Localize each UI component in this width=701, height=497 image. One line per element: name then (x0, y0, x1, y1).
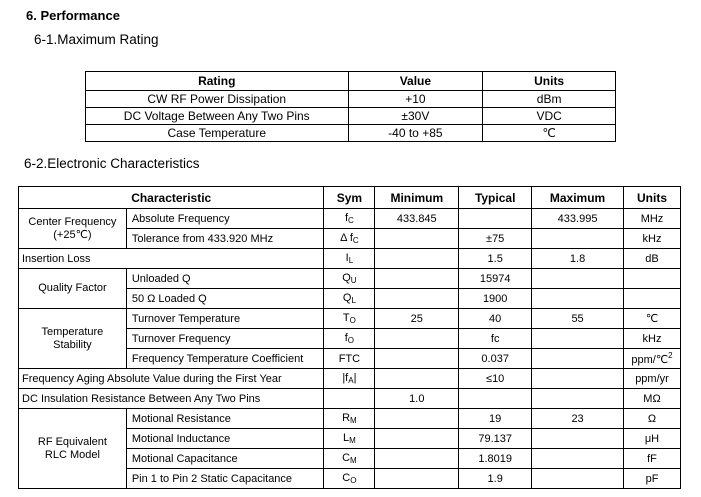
char-name: Unloaded Q (126, 269, 324, 289)
table-row (19, 209, 681, 229)
sym-cell (324, 349, 375, 369)
min-cell (375, 469, 459, 489)
max-cell (532, 449, 624, 469)
typ-cell (459, 209, 532, 229)
sym-cell (324, 269, 375, 289)
group-label-line: RF Equivalent (37, 435, 107, 448)
typ-cell: 40 (459, 309, 532, 329)
sym-cell (324, 249, 375, 269)
char-name: Absolute Frequency (126, 209, 324, 229)
units-cell: VDC (483, 108, 616, 125)
value-cell: -40 to +85 (348, 125, 483, 142)
char-name: Motional Capacitance (126, 449, 324, 469)
group-label-line: Stability (53, 338, 92, 351)
sym-cell (324, 329, 375, 349)
max-cell: 55 (532, 309, 624, 329)
typ-cell: 15974 (459, 269, 532, 289)
units-cell: fF (624, 449, 681, 469)
header-typical: Typical (459, 187, 532, 209)
sym-cell (324, 429, 375, 449)
units-cell: MΩ (624, 389, 681, 409)
table-row (86, 91, 616, 108)
max-rating-title: 6-1.Maximum Rating (34, 32, 159, 47)
typ-cell (459, 389, 532, 409)
units-cell: pF (624, 469, 681, 489)
max-rating-header-row (86, 72, 616, 91)
units-cell: ℃ (483, 125, 616, 142)
max-cell (532, 289, 624, 309)
units-cell (624, 269, 681, 289)
sym-text: Q (342, 272, 351, 284)
rating-cell: CW RF Power Dissipation (86, 91, 349, 108)
table-row (86, 108, 616, 125)
table-row (19, 269, 681, 289)
sym-text: FTC (338, 352, 361, 365)
min-cell (375, 449, 459, 469)
min-cell: 25 (375, 309, 459, 329)
sym-text: T (342, 312, 350, 324)
units-cell: μH (624, 429, 681, 449)
char-name: DC Insulation Resistance Between Any Two Pins (19, 389, 324, 409)
sym-subscript: O (349, 316, 356, 325)
min-cell: 433.845 (375, 209, 459, 229)
sym-subscript: A (348, 376, 354, 385)
table-row (86, 125, 616, 142)
header-value: Value (348, 72, 483, 91)
sym-text: C (342, 472, 351, 484)
sym-cell (324, 469, 375, 489)
char-name: Insertion Loss (19, 249, 324, 269)
max-cell (532, 429, 624, 449)
group-label-line: RLC Model (44, 448, 100, 461)
sym-subscript: U (350, 276, 357, 285)
section-title: 6. Performance (26, 8, 120, 23)
sym-text: Q (342, 292, 352, 304)
min-cell: 1.0 (375, 389, 459, 409)
typ-cell: 1900 (459, 289, 532, 309)
max-cell (532, 389, 624, 409)
units-cell: ppm/yr (624, 369, 681, 389)
min-cell (375, 429, 459, 449)
typ-cell: 19 (459, 409, 532, 429)
value-cell: ±30V (348, 108, 483, 125)
units-cell: Ω (624, 409, 681, 429)
sym-text: R (342, 412, 351, 424)
units-superscript: 2 (668, 351, 673, 360)
header-minimum: Minimum (375, 187, 459, 209)
sym-cell (324, 449, 375, 469)
sym-cell (324, 369, 375, 389)
sym-text: I (345, 252, 349, 264)
max-cell (532, 469, 624, 489)
sym-subscript: L (348, 256, 354, 265)
group-label-line: (+25℃) (53, 228, 92, 241)
char-name: Tolerance from 433.920 MHz (126, 229, 324, 249)
units-cell (624, 289, 681, 309)
header-units: Units (483, 72, 616, 91)
header-rating: Rating (86, 72, 349, 91)
typ-cell: 1.5 (459, 249, 532, 269)
header-characteristic: Characteristic (19, 187, 324, 209)
typ-cell: ±75 (459, 229, 532, 249)
units-cell: dBm (483, 91, 616, 108)
sym-text: Δ f (340, 232, 353, 244)
table-row (19, 409, 681, 429)
char-name: 50 Ω Loaded Q (126, 289, 324, 309)
sym-subscript: M (349, 436, 356, 445)
char-name: Frequency Temperature Coefficient (126, 349, 324, 369)
group-temperature-stability (19, 309, 127, 369)
max-cell: 1.8 (532, 249, 624, 269)
group-center-frequency (19, 209, 127, 249)
typ-cell: 0.037 (459, 349, 532, 369)
typ-cell: 1.8019 (459, 449, 532, 469)
sym-text: L (342, 432, 350, 444)
char-name: Turnover Temperature (126, 309, 324, 329)
max-cell (532, 349, 624, 369)
electronic-title: 6-2.Electronic Characteristics (24, 156, 200, 171)
sym-subscript: O (350, 476, 357, 485)
rating-cell: DC Voltage Between Any Two Pins (86, 108, 349, 125)
sym-text: C (342, 452, 351, 464)
char-name: Turnover Frequency (126, 329, 324, 349)
min-cell (375, 369, 459, 389)
group-label-line: Center Frequency (28, 215, 117, 228)
sym-text: f (344, 212, 349, 224)
max-cell (532, 229, 624, 249)
sym-subscript: L (351, 296, 356, 305)
sym-cell (324, 229, 375, 249)
header-sym: Sym (324, 187, 375, 209)
max-cell (532, 369, 624, 389)
header-maximum: Maximum (532, 187, 624, 209)
min-cell (375, 269, 459, 289)
table-row (19, 389, 681, 409)
sym-cell (324, 209, 375, 229)
sym-subscript: M (350, 416, 357, 425)
table-row (19, 309, 681, 329)
sym-subscript: O (347, 336, 355, 345)
sym-text: |f (342, 372, 349, 384)
max-cell (532, 329, 624, 349)
sym-cell (324, 289, 375, 309)
min-cell (375, 289, 459, 309)
min-cell (375, 409, 459, 429)
max-cell: 23 (532, 409, 624, 429)
char-name: Motional Inductance (126, 429, 324, 449)
units-cell: ℃ (624, 309, 681, 329)
units-cell: kHz (624, 229, 681, 249)
sym-cell (324, 389, 375, 409)
char-name: Frequency Aging Absolute Value during the First Year (19, 369, 324, 389)
group-quality-factor: Quality Factor (19, 269, 127, 309)
rating-cell: Case Temperature (86, 125, 349, 142)
min-cell (375, 229, 459, 249)
char-name: Motional Resistance (126, 409, 324, 429)
sym-subscript: M (350, 456, 357, 465)
max-cell: 433.995 (532, 209, 624, 229)
sym-text-after: | (353, 372, 357, 384)
sym-subscript: C (348, 216, 354, 225)
table-row (19, 249, 681, 269)
value-cell: +10 (348, 91, 483, 108)
group-rf-equivalent (19, 409, 127, 489)
units-cell (624, 349, 681, 369)
sym-cell (324, 309, 375, 329)
units-cell: MHz (624, 209, 681, 229)
units-cell: kHz (624, 329, 681, 349)
units-cell: dB (624, 249, 681, 269)
header-units: Units (624, 187, 681, 209)
sym-cell (324, 409, 375, 429)
char-name: Pin 1 to Pin 2 Static Capacitance (126, 469, 324, 489)
min-cell (375, 349, 459, 369)
group-label-line: Temperature (41, 325, 104, 338)
min-cell (375, 249, 459, 269)
table-row (19, 369, 681, 389)
min-cell (375, 329, 459, 349)
typ-cell: 79.137 (459, 429, 532, 449)
char-header-row (19, 187, 681, 209)
sym-text: f (344, 332, 348, 344)
units-text: ppm/℃ (631, 354, 669, 366)
typ-cell: 1.9 (459, 469, 532, 489)
electronic-characteristics-table (18, 186, 681, 489)
max-cell (532, 269, 624, 289)
max-rating-table (85, 71, 616, 142)
typ-cell: fc (459, 329, 532, 349)
sym-subscript: C (352, 236, 359, 245)
typ-cell: ≤10 (459, 369, 532, 389)
